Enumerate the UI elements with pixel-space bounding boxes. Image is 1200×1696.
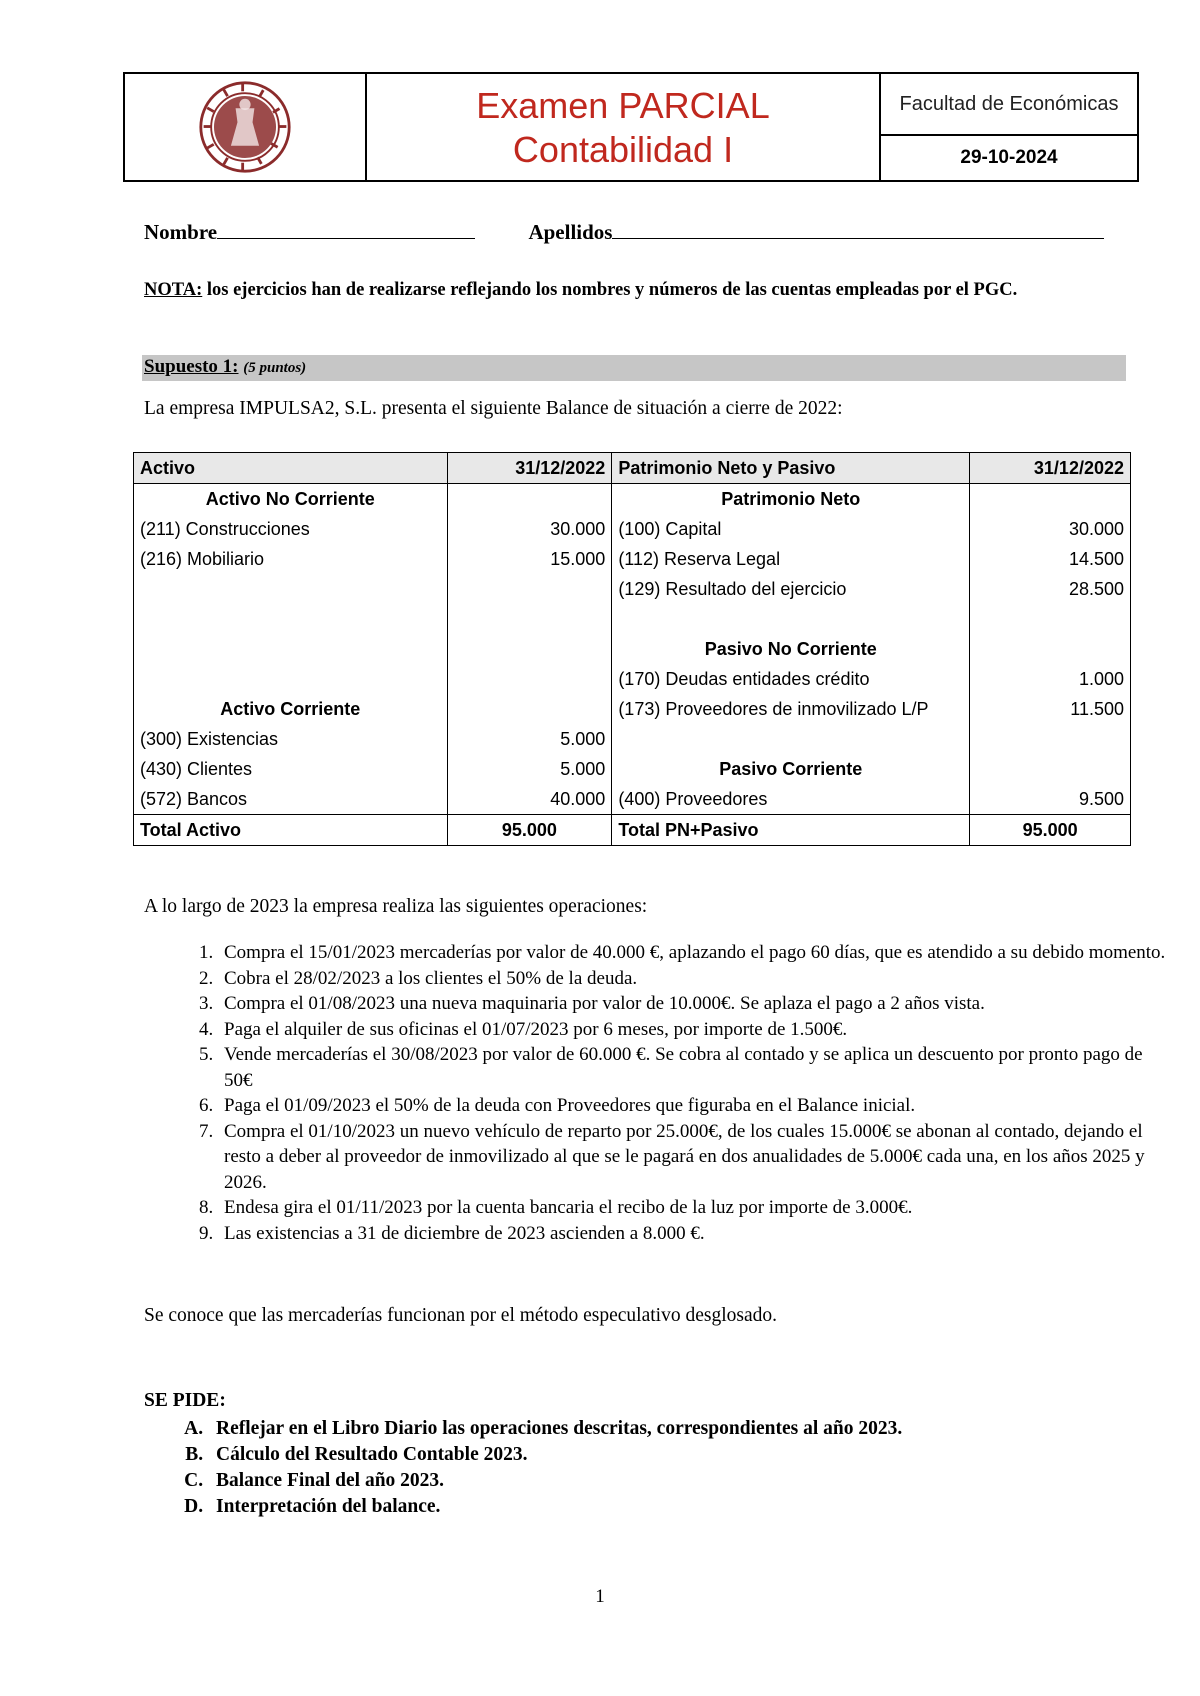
surname-label: Apellidos [528,220,613,244]
liability-account: (400) Proveedores [612,784,970,815]
asset-account: (300) Existencias [134,724,448,754]
asset-amount: 15.000 [447,544,612,574]
method-note: Se conoce que las mercaderías funcionan por el método especulativo desglosado. [144,1305,777,1326]
se-pide-label: SE PIDE: [144,1390,226,1411]
liability-amount: 9.500 [970,784,1131,815]
exam-title-line1: Examen PARCIAL [476,85,770,126]
header-date-pasivo: 31/12/2022 [970,453,1131,484]
asset-amount [447,694,612,724]
asset-account: (572) Bancos [134,784,448,815]
faculty-name: Facultad de Económicas [881,74,1137,136]
requirement-item: B. Cálculo del Resultado Contable 2023. [208,1442,902,1468]
liability-amount [970,724,1131,754]
liability-account: (173) Proveedores de inmovilizado L/P [612,694,970,724]
supuesto-intro: La empresa IMPULSA2, S.L. presenta el siguiente Balance de situación a cierre de 2022: [144,398,843,419]
liability-amount [970,604,1131,634]
requirement-item: D. Interpretación del balance. [208,1494,902,1520]
table-row [134,694,1131,724]
operations-list [176,940,1168,1246]
liability-amount: 28.500 [970,574,1131,604]
logo-cell [125,74,367,180]
operation-item: 2. Cobra el 28/02/2023 a los clientes el 50% de la deuda. [218,966,1168,992]
liability-amount [970,484,1131,515]
liability-amount: 30.000 [970,514,1131,544]
header-activo: Activo [134,453,448,484]
exam-header [123,72,1139,182]
total-pn-pasivo-amount: 95.000 [970,815,1131,846]
liability-account: (170) Deudas entidades crédito [612,664,970,694]
section-heading: Activo Corriente [134,694,448,724]
table-row [134,544,1131,574]
header-date-activo: 31/12/2022 [447,453,612,484]
table-row [134,754,1131,784]
section-heading: Pasivo No Corriente [612,634,970,664]
table-row [134,724,1131,754]
asset-amount [447,574,612,604]
table-row [134,664,1131,694]
asset-amount: 5.000 [447,724,612,754]
operations-intro: A lo largo de 2023 la empresa realiza las siguientes operaciones: [144,896,648,917]
total-activo-amount: 95.000 [447,815,612,846]
table-header-row [134,453,1131,484]
liability-account: (129) Resultado del ejercicio [612,574,970,604]
asset-account: (211) Construcciones [134,514,448,544]
asset-account: (216) Mobiliario [134,544,448,574]
asset-amount [447,484,612,515]
note-text: los ejercicios han de realizarse reflejando los nombres y números de las cuentas empleadas por el PGC. [202,280,1018,300]
university-seal-icon [198,80,292,174]
operation-item: 6. Paga el 01/09/2023 el 50% de la deuda con Proveedores que figuraba en el Balance inicial. [218,1093,1168,1119]
table-row [134,484,1131,515]
asset-amount [447,604,612,634]
asset-amount [447,664,612,694]
liability-account [612,604,970,634]
liability-amount [970,634,1131,664]
table-row [134,514,1131,544]
asset-account [134,604,448,634]
asset-amount: 30.000 [447,514,612,544]
section-heading: Patrimonio Neto [612,484,970,515]
supuesto-bar [142,355,1126,381]
table-row [134,604,1131,634]
liability-account: (100) Capital [612,514,970,544]
requirements-list [176,1416,902,1520]
table-row [134,784,1131,815]
table-row [134,634,1131,664]
exam-title [367,74,881,180]
operation-item: 4. Paga el alquiler de sus oficinas el 01/07/2023 por 6 meses, por importe de 1.500€. [218,1017,1168,1043]
section-heading: Pasivo Corriente [612,754,970,784]
exam-note [144,277,1124,304]
liability-amount: 11.500 [970,694,1131,724]
liability-account: (112) Reserva Legal [612,544,970,574]
asset-amount: 5.000 [447,754,612,784]
exam-date: 29-10-2024 [960,147,1058,168]
operation-item: 9. Las existencias a 31 de diciembre de 2023 ascienden a 8.000 €. [218,1221,1168,1247]
asset-amount: 40.000 [447,784,612,815]
liability-amount [970,754,1131,784]
student-fields [144,220,1104,245]
liability-amount: 1.000 [970,664,1131,694]
operation-item: 8. Endesa gira el 01/11/2023 por la cuenta bancaria el recibo de la luz por importe de 3.000€. [218,1195,1168,1221]
note-label: NOTA: [144,280,203,300]
supuesto-points: (5 puntos) [243,360,307,376]
total-activo-label: Total Activo [134,815,448,846]
requirement-item: C. Balance Final del año 2023. [208,1468,902,1494]
operation-item: 7. Compra el 01/10/2023 un nuevo vehículo de reparto por 25.000€, de los cuales 15.000€ se abonan al contado, dejando el resto a deber al proveedor de inmovilizado al que se le pagará en dos anualidades de 5.000€ cada una, en los años 2025 y 2026. [218,1119,1168,1196]
asset-account [134,634,448,664]
section-heading: Activo No Corriente [134,484,448,515]
asset-account [134,574,448,604]
name-label: Nombre [144,220,218,244]
balance-sheet-table [133,452,1131,846]
asset-amount [447,634,612,664]
liability-account [612,724,970,754]
requirement-item: A. Reflejar en el Libro Diario las operaciones descritas, correspondientes al año 2023. [208,1416,902,1442]
name-field[interactable] [217,220,475,239]
liability-amount: 14.500 [970,544,1131,574]
operation-item: 5. Vende mercaderías el 30/08/2023 por valor de 60.000 €. Se cobra al contado y se aplica un descuento por pronto pago de 50€ [218,1042,1168,1093]
supuesto-label: Supuesto 1: [144,356,239,377]
table-row [134,574,1131,604]
total-pn-pasivo-label: Total PN+Pasivo [612,815,970,846]
operation-item: 1. Compra el 15/01/2023 mercaderías por valor de 40.000 €, aplazando el pago 60 días, que es atendido a su debido momento. [218,940,1168,966]
asset-account: (430) Clientes [134,754,448,784]
page-number: 1 [595,1586,605,1607]
surname-field[interactable] [612,220,1104,239]
header-pn-pasivo: Patrimonio Neto y Pasivo [612,453,970,484]
asset-account [134,664,448,694]
operation-item: 3. Compra el 01/08/2023 una nueva maquinaria por valor de 10.000€. Se aplaza el pago a 2 años vista. [218,991,1168,1017]
exam-title-line2: Contabilidad I [512,129,734,170]
totals-row [134,815,1131,846]
